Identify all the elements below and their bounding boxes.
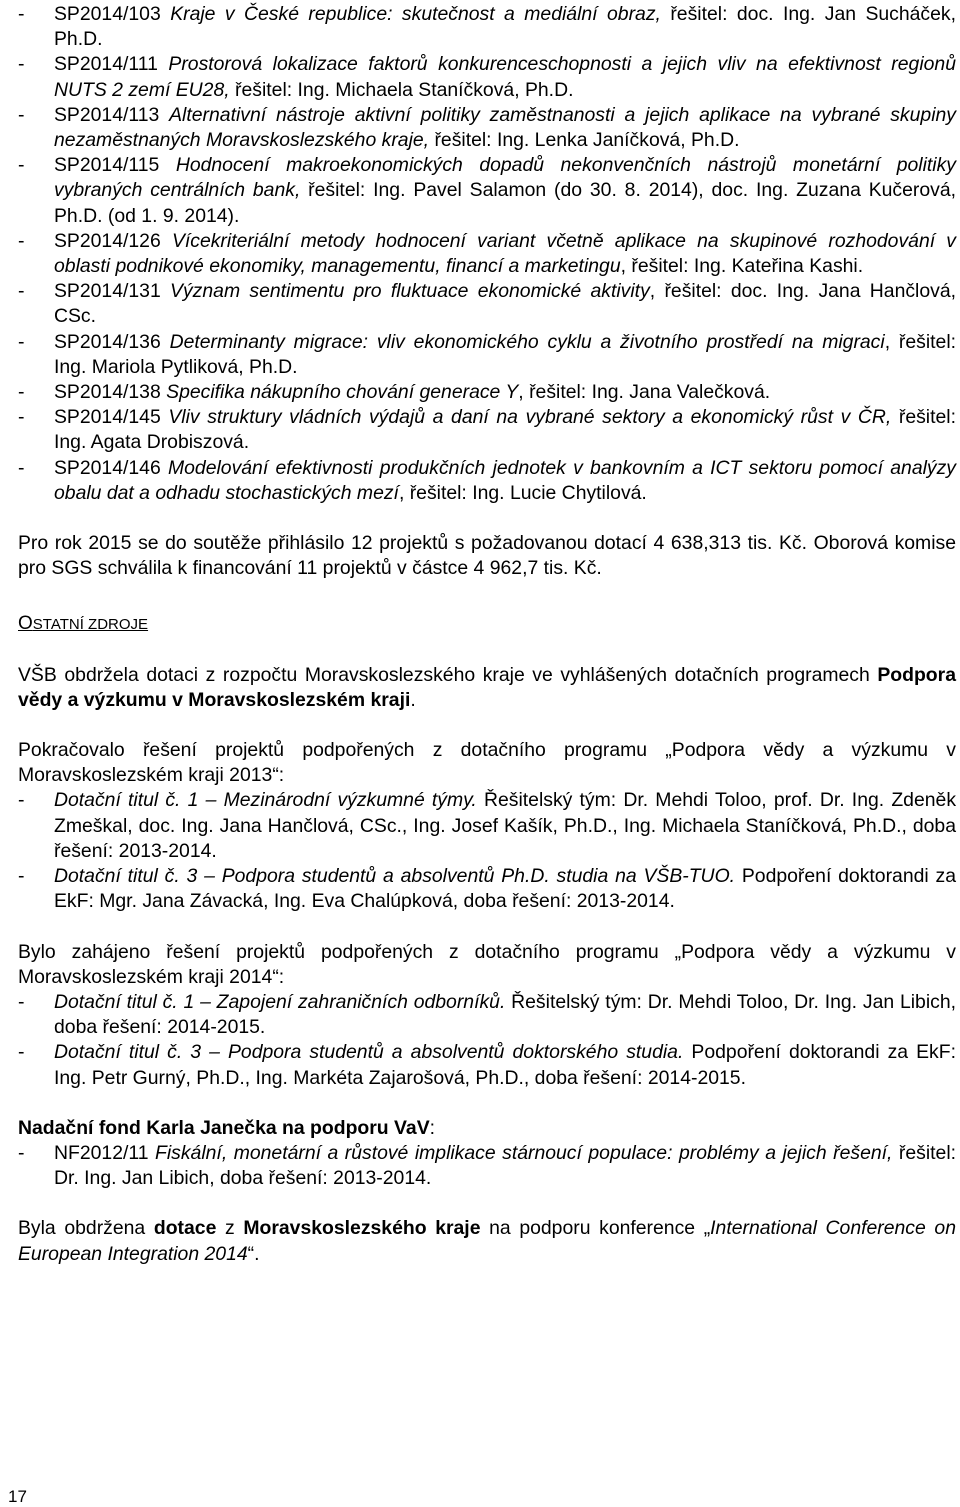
project-investigator: , řešitel: Ing. Lucie Chytilová. [398,481,647,504]
list-item [18,2,956,52]
grant-details: Řešitelský tým: Dr. Mehdi Toloo, prof. Dr. Ing. Zdeněk Zmeškal, doc. Ing. Jana Hančlová, CSc., Ing. Josef Kašík, Ph.D., Ing. Michaela Staníčková, Ph.D., doba řešení: 2013-2014. [54,789,957,862]
grant-text: “. [247,1242,260,1265]
list-item [18,380,956,405]
list-dash: - [18,3,25,25]
grant-details: Podpoření doktorandi za EkF: Mgr. Jana Závacká, Ing. Eva Chalúpková, doba řešení: 2013-2014. [54,865,956,913]
list-dash: - [18,53,25,76]
project-code: SP2014/103 [54,3,161,25]
list-dash: - [18,1041,25,1064]
project-investigator: řešitel: Ing. Michaela Staníčková, Ph.D. [229,78,574,101]
heading-rest: STATNÍ ZDROJE [32,616,149,634]
project-title: Determinanty migrace: vliv ekonomického cyklu a životního prostředí na migraci [169,330,885,353]
start-2014-intro: Bylo zahájeno řešení projektů podpořených z dotačního programu „Podpora vědy a výzkumu v Moravskoslezském kraji 2014“: [18,940,956,988]
vsb-paragraph [18,663,956,713]
project-investigator: řešitel: doc. Ing. Jan Sucháček, Ph.D. [54,3,956,51]
document-page [18,2,956,1267]
project-title: Fiskální, monetární a růstové implikace stárnoucí populace: problémy a jejich řešení, [155,1141,893,1164]
section-heading [18,611,956,637]
list-item [18,788,956,864]
project-title: Prostorová lokalizace faktorů konkurenceschopnosti a jejich vliv na efektivnost regionů NUTS 2 zemí EU28, [54,53,956,101]
project-title: Modelování efektivnosti produkčních jednotek v bankovním a ICT sektoru pomocí analýzy obalu dat a odhadu stochastických mezí [54,456,956,504]
project-code: SP2014/131 [54,280,161,303]
list-item [18,103,956,153]
grant-title: Dotační titul č. 1 – Zapojení zahraničních odborníků. [54,990,506,1013]
list-item [18,330,956,380]
vsb-intro: VŠB obdržela dotaci z rozpočtu Moravskoslezského kraje ve vyhlášených dotačních programech [18,663,878,686]
project-code: SP2014/136 [54,330,161,353]
project-code: SP2014/138 [54,381,161,404]
project-list-top [18,2,956,506]
list-item [18,1141,956,1191]
list-dash: - [18,103,25,126]
summary-2015: Pro rok 2015 se do soutěže přihlásilo 12 projektů s požadovanou dotací 4 638,313 tis. Kč. Oborová komise pro SGS schválila k financování 11 projektů v částce 4 962,7 tis. Kč. [18,532,956,580]
list-item [18,229,956,279]
grant-title: Dotační titul č. 1 – Mezinárodní výzkumné týmy. [54,789,477,812]
list-dash: - [18,154,25,177]
list-item [18,52,956,102]
project-investigator: řešitel: Dr. Ing. Jan Libich, doba řešení: 2013-2014. [54,1141,957,1190]
fund-heading [18,1116,956,1141]
project-title: Alternativní nástroje aktivní politiky zaměstnanosti a jejich aplikace na vybrané skupiny nezaměstnaných Moravskoslezského kraje, [54,103,956,152]
project-investigator: , řešitel: doc. Ing. Jana Hančlová, CSc. [54,280,957,328]
vsb-end: . [410,688,416,711]
conference-grant [18,1216,956,1266]
list-dash: - [18,330,25,353]
list-dash: - [18,990,25,1013]
project-investigator: , řešitel: Ing. Jana Valečková. [518,381,771,404]
grant-bold: dotace [153,1217,217,1240]
list-dash: - [18,789,25,812]
project-code: SP2014/146 [54,456,161,479]
grant-text: Byla obdržena [18,1217,154,1240]
list-dash: - [18,456,25,479]
project-code: NF2012/11 [54,1141,149,1164]
vsb-program: Podpora vědy a výzkumu v Moravskoslezském kraji [18,663,956,711]
list-item [18,990,956,1040]
fund-colon: : [429,1116,436,1139]
list-item [18,405,956,455]
list-dash: - [18,406,25,429]
list-item [18,279,956,329]
project-investigator: , řešitel: Ing. Kateřina Kashi. [620,255,864,278]
list-dash: - [18,381,25,404]
list-item [18,456,956,506]
list-dash: - [18,229,25,252]
project-investigator: řešitel: Ing. Agata Drobiszová. [54,406,956,454]
grant-title: Dotační titul č. 3 – Podpora studentů a absolventů doktorského studia. [54,1041,684,1064]
continuation-2013-intro: Pokračovalo řešení projektů podpořených z dotačního programu „Podpora vědy a výzkumu v Moravskoslezském kraji 2013“: [18,739,956,787]
heading-initial: O [18,613,33,635]
fund-title: Nadační fond Karla Janečka na podporu VaV [18,1116,430,1139]
project-title: Vliv struktury vládních výdajů a daní na vybrané sektory a ekonomický růst v ČR, [168,406,892,429]
project-title: Specifika nákupního chování generace Y [166,381,519,404]
list-dash: - [18,865,25,888]
project-investigator: řešitel: Ing. Pavel Salamon (do 30. 8. 2014), doc. Ing. Zuzana Kučerová, Ph.D. (od 1. 9. 2014). [54,179,957,227]
project-title: Kraje v České republice: skutečnost a mediální obraz, [170,3,661,25]
project-title: Význam sentimentu pro fluktuace ekonomické aktivity [170,280,650,303]
project-code: SP2014/126 [54,229,161,252]
grant-details: Řešitelský tým: Dr. Mehdi Toloo, Dr. Ing. Jan Libich, doba řešení: 2014-2015. [54,990,956,1039]
project-title: Vícekriteriální metody hodnocení variant včetně aplikace na skupinové rozhodování v oblasti podnikové ekonomiky, managementu, financí a marketingu [54,229,956,278]
project-code: SP2014/115 [54,154,160,177]
list-item [18,153,956,229]
project-code: SP2014/111 [54,53,158,76]
page-number: 17 [8,1487,27,1506]
grant-text: z [216,1217,244,1240]
list-item [18,1040,956,1090]
list-item [18,864,956,914]
list-dash: - [18,280,25,303]
conference-name: International Conference on European Integration 2014 [18,1217,956,1265]
grant-region: Moravskoslezského kraje [243,1217,481,1240]
grant-text: na podporu konference „ [480,1217,711,1240]
project-code: SP2014/145 [54,406,161,429]
grant-title: Dotační titul č. 3 – Podpora studentů a absolventů Ph.D. studia na VŠB-TUO. [54,865,736,888]
project-code: SP2014/113 [54,103,160,126]
project-investigator: , řešitel: Ing. Mariola Pytliková, Ph.D. [54,330,957,378]
project-investigator: řešitel: Ing. Lenka Janíčková, Ph.D. [429,129,740,152]
project-title: Hodnocení makroekonomických dopadů nekonvenčních nástrojů monetární politiky vybraných centrálních bank, [54,154,956,202]
grant-details: Podpoření doktorandi za EkF: Ing. Petr Gurný, Ph.D., Ing. Markéta Zajarošová, Ph.D., doba řešení: 2014-2015. [54,1041,956,1089]
list-dash: - [18,1141,25,1164]
